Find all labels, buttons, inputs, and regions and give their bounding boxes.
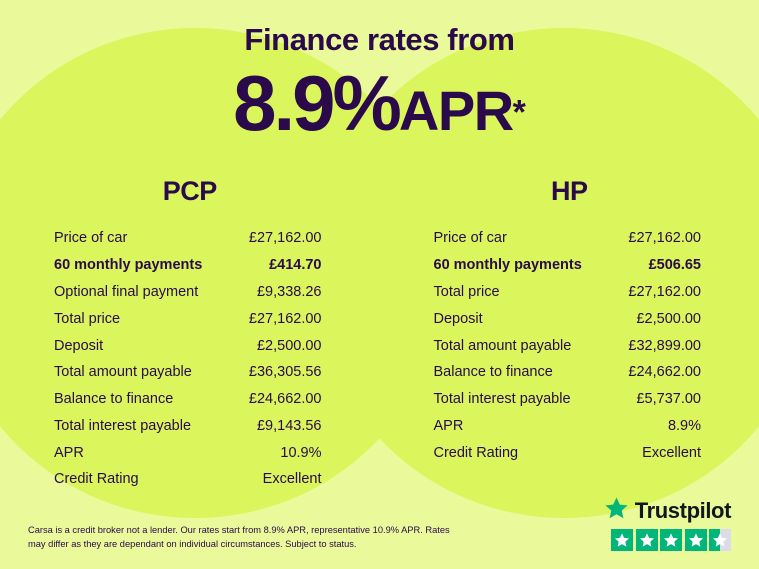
row-value: £27,162.00 [248,310,322,327]
row-value: £9,338.26 [256,283,322,300]
row-label: Optional final payment [54,283,199,300]
row-value: £36,305.56 [248,364,322,381]
row-label: Total price [433,283,500,300]
row-value: Excellent [642,444,701,461]
column-title-pcp: PCP [162,176,217,206]
page-title: Finance rates from [244,22,515,57]
row-value: 8.9% [667,417,701,434]
table-row [36,252,344,279]
row-value: £506.65 [648,257,701,274]
row-value: £27,162.00 [248,230,322,247]
table-row [416,225,724,252]
table-row [416,279,724,306]
trustpilot-stars [604,529,731,551]
finance-comparison-columns [0,176,759,493]
trustpilot-star-icon [604,496,629,525]
trustpilot-logo [604,496,731,525]
row-value: £27,162.00 [628,283,701,300]
trustpilot-rating [604,496,731,551]
row-label: Total interest payable [433,391,571,408]
row-value: £414.70 [269,257,322,274]
table-row [416,386,724,413]
apr-rate: 8.9% [233,59,399,147]
row-label: Credit Rating [433,444,519,461]
row-label: Total amount payable [433,337,572,354]
apr-word: APR [398,79,513,142]
row-value: Excellent [262,471,322,488]
hp-rows [416,225,724,466]
star-icon [685,529,707,551]
star-icon [636,529,658,551]
table-row [36,386,344,413]
row-label: APR [54,444,84,461]
row-value: £2,500.00 [256,337,322,354]
finance-column-hp [380,176,759,493]
table-row [36,466,344,493]
star-icon [611,529,633,551]
row-label: Deposit [433,310,483,327]
disclaimer-text: Carsa is a credit broker not a lender. Our rates start from 8.9% APR, representative 10.9% APR. Rates may differ as they are dependant on individual circumstances. Subject to status. [28,525,450,549]
table-row [416,305,724,332]
row-label: 60 monthly payments [54,257,203,274]
row-label: APR [433,417,464,434]
row-label: Total interest payable [54,417,192,434]
table-row [416,332,724,359]
row-value: £32,899.00 [628,337,701,354]
row-value: 10.9% [280,444,322,461]
row-label: Price of car [54,230,128,247]
column-title-hp: HP [550,176,588,206]
row-label: Price of car [433,230,507,247]
table-row [416,359,724,386]
row-value: £5,737.00 [636,391,701,408]
finance-column-pcp [0,176,380,493]
half-star-icon [709,529,731,551]
row-label: Balance to finance [54,391,174,408]
table-row [36,359,344,386]
row-value: £27,162.00 [628,230,701,247]
table-row [36,412,344,439]
row-label: Credit Rating [54,471,139,488]
row-value: £9,143.56 [256,417,322,434]
table-row [36,439,344,466]
row-value: £2,500.00 [636,310,701,327]
row-value: £24,662.00 [248,391,322,408]
row-label: Balance to finance [433,364,553,381]
table-row [36,225,344,252]
star-icon [660,529,682,551]
apr-headline [0,59,759,147]
row-label: Total price [54,310,121,327]
row-label: Deposit [54,337,104,354]
apr-asterisk: * [512,93,526,132]
table-row [36,332,344,359]
trustpilot-wordmark: Trustpilot [634,497,731,523]
table-row [36,305,344,332]
table-row [416,412,724,439]
row-label: 60 monthly payments [433,257,582,274]
table-row [416,439,724,466]
table-row [416,252,724,279]
table-row [36,279,344,306]
row-value: £24,662.00 [628,364,701,381]
footer [0,496,759,569]
pcp-rows [36,225,344,493]
row-label: Total amount payable [54,364,192,381]
